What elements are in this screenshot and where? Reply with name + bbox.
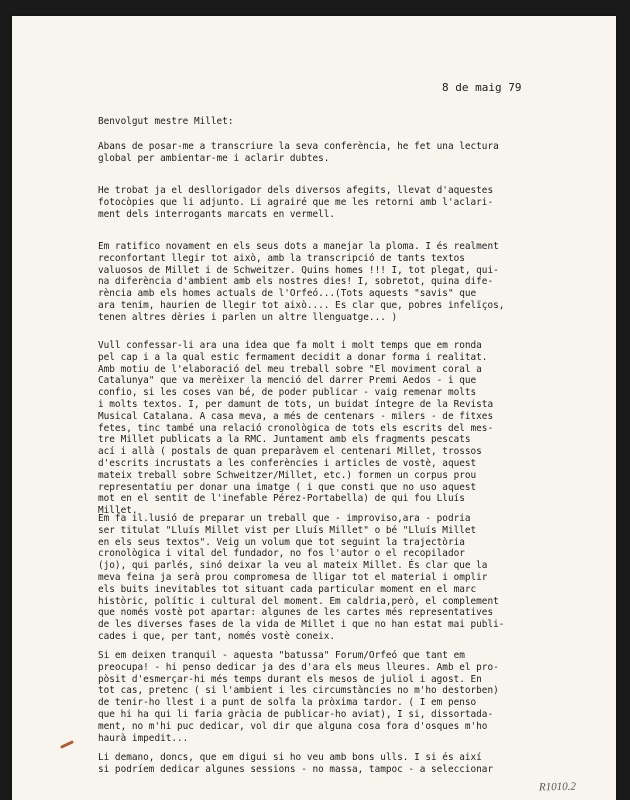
red-ink-mark [60,740,74,749]
paragraph-1: Abans de posar-me a transcriure la seva conferència, he fet una lectura global per ambientar-me i aclarir dubtes. [98,141,499,164]
letter-date: 8 de maig 79 [442,81,522,94]
paragraph-6: Si em deixen tranquil - aquesta "batussa" Forum/Orfeó que tant em preocupa! - hi penso dedicar ja des d'ara els meus lleures. Amb el pro- pòsit d'esmerçar-hi més temps durant els mesos de juliol i agost. En tot cas, pretenc ( si l'ambient i les circumstàncies no m'ho destorben) de tenir-ho llest i a punt de solfa la pròxima tardor. ( I em penso que hi ha qui li faria gràcia de publicar-ho aviat), I si, dissortada- ment, no m'hi puc dedicar, vol dir que alguna cosa fora d'osques m'ho haurà impedit... [98,650,499,744]
archive-code: R1010.2 [538,780,577,794]
paragraph-7: Li demano, doncs, que em digui si ho veu amb bons ulls. I si és així si podríem dedicar algunes sessions - no massa, tampoc - a seleccionar [98,752,494,775]
paragraph-4: Vull confessar-li ara una idea que fa molt i molt temps que em ronda pel cap i a la qual estic fermament decidit a donar forma i realitat. Amb motiu de l'elaboració del meu treball sobre "El moviment coral a Catalunya" que va merèixer la menció del darrer Premi Aedos - i que confio, si les coses van bé, de poder publicar - vaig remenar molts i molts textos. I, per damunt de tots, un buidat íntegre de la Revista Musical Catalana. A casa meva, a més de centenars - milers - de fitxes fetes, tinc també una relació cronològica de tots els escrits del mes- tre Millet publicats a la RMC. Juntament amb els fragments pescats ací i allà ( postals de quan preparàvem el centenari Millet, trossos d'escrits incrustats a les conferències i articles de vostè, aquest mateix treball sobre Schweitzer/Millet, etc.) formen un corpus prou representatiu per donar una imatge ( i que consti que no uso aquest mot en el sentit de l'inefable Pérez-Portabella) de qui fou Lluís Millet. [98,340,494,517]
paragraph-5: Em fa il.lusió de preparar un treball que - improviso,ara - podria ser titulat "Lluís Millet vist per Lluís Millet" o bé "Lluís Millet en els seus textos". Veig un volum que tot seguint la trajectòria cronològica i vital del fundador, no fos l'autor o el recopilador (jo), qui parlés, sinó deixar la veu al mateix Millet. És clar que la meva feina ja serà prou compromesa de lligar tot el material i omplir els buits inevitables tot situant cada particular moment en el marc històric, polític i cultural del moment. Em caldria,però, el complement que només vostè pot apartar: algunes de les cartes més representatives de les diverses fases de la vida de Millet i que no han estat mai publi- cades i que, per tant, només vostè coneix. [98,513,505,642]
letter-page [12,16,616,800]
paragraph-2: He trobat ja el desllorigador dels diversos afegits, llevat d'aquestes fotocòpies que li adjunto. Li agrairé que me les retorni amb l'aclari- ment dels interrogants marcats en vermell. [98,185,494,220]
paragraph-3: Em ratifico novament en els seus dots a manejar la ploma. I és realment reconfortant llegir tot això, amb la transcripció de tants textos valuosos de Millet i de Schweitzer. Quins homes !!! I, tot plegat, qui- na diferència d'ambient amb els nostres dies! I, sobretot, quina dife- rència amb els homes actuals de l'Orfeó...(Tots aquests "savis" que ara tenim, haurien de llegir tot això.... Es clar que, pobres infelïços, tenen altres dèries i parlen un altre llenguatge... ) [98,241,505,323]
letter-greeting: Benvolgut mestre Millet: [98,116,234,127]
